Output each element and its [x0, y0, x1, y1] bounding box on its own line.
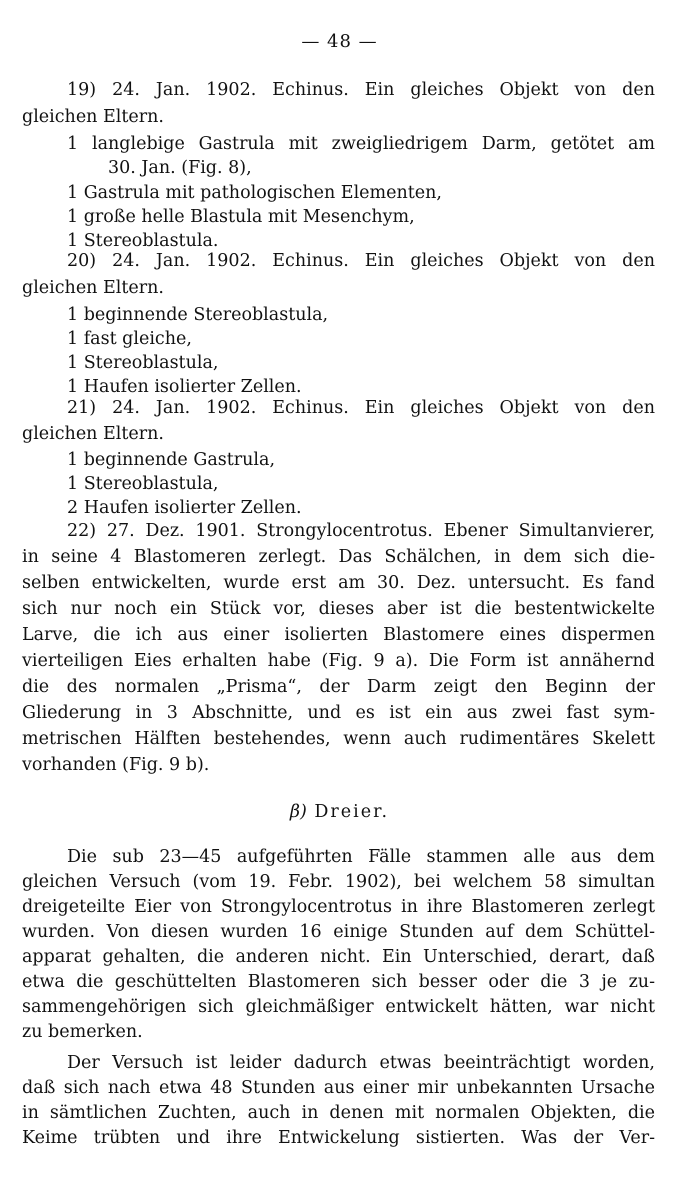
page-number: — 48 —	[301, 31, 378, 52]
text-line: Larve, die ich aus einer isolierten Blastomere eines dispermen	[22, 625, 655, 645]
text-line: wurden. Von diesen wurden 16 einige Stunden auf dem Schüttel-	[22, 922, 655, 942]
text-line: 1 große helle Blastula mit Mesenchym,	[67, 207, 415, 227]
text-line: vierteiligen Eies erhalten habe (Fig. 9 a). Die Form ist annähernd	[22, 651, 655, 671]
text-line: apparat gehalten, die anderen nicht. Ein Unterschied, derart, daß	[22, 947, 655, 967]
text-line: sammengehörigen sich gleichmäßiger entwickelt hätten, war nicht	[22, 997, 655, 1017]
section-heading	[0, 800, 679, 824]
text-line: 1 Gastrula mit pathologischen Elementen,	[67, 183, 442, 203]
text-line: 21) 24. Jan. 1902. Echinus. Ein gleiches Objekt von den	[67, 398, 655, 418]
text-line: 1 Haufen isolierter Zellen.	[67, 377, 302, 397]
text-line: 20) 24. Jan. 1902. Echinus. Ein gleiches Objekt von den	[67, 251, 655, 271]
section-heading-marker: β)	[289, 802, 307, 822]
text-line: Keime trübten und ihre Entwickelung sistierten. Was der Ver-	[22, 1128, 655, 1148]
text-line: gleichen Eltern.	[22, 107, 164, 127]
text-line: 22) 27. Dez. 1901. Strongylocentrotus. Ebener Simultanvierer,	[67, 521, 655, 541]
text-line: dreigeteilte Eier von Strongylocentrotus in ihre Blastomeren zerlegt	[22, 897, 655, 917]
text-line: sich nur noch ein Stück vor, dieses aber ist die bestentwickelte	[22, 599, 655, 619]
text-line: daß sich nach etwa 48 Stunden aus einer mir unbekannten Ursache	[22, 1078, 655, 1098]
text-line: 1 langlebige Gastrula mit zweigliedrigem Darm, getötet am	[67, 134, 655, 154]
text-line: die des normalen „Prisma“, der Darm zeigt den Beginn der	[22, 677, 655, 697]
text-line: metrischen Hälften bestehendes, wenn auch rudimentäres Skelett	[22, 729, 655, 749]
text-line: Die sub 23—45 aufgeführten Fälle stammen alle aus dem	[67, 847, 655, 867]
text-line: gleichen Versuch (vom 19. Febr. 1902), bei welchem 58 simultan	[22, 872, 655, 892]
text-line: in seine 4 Blastomeren zerlegt. Das Schälchen, in dem sich die-	[22, 547, 655, 567]
text-line: 1 beginnende Stereoblastula,	[67, 305, 329, 325]
text-line: 2 Haufen isolierter Zellen.	[67, 498, 302, 518]
text-line: 30. Jan. (Fig. 8),	[108, 158, 252, 178]
text-line: gleichen Eltern.	[22, 424, 164, 444]
text-line: etwa die geschüttelten Blastomeren sich besser oder die 3 je zu-	[22, 972, 655, 992]
text-line: gleichen Eltern.	[22, 278, 164, 298]
section-heading-title: Dreier.	[314, 802, 390, 822]
text-line: vorhanden (Fig. 9 b).	[22, 755, 210, 775]
text-line: 1 Stereoblastula.	[67, 231, 219, 251]
text-line: Gliederung in 3 Abschnitte, und es ist ein aus zwei fast sym-	[22, 703, 655, 723]
text-line: Der Versuch ist leider dadurch etwas beeinträchtigt worden,	[67, 1053, 655, 1073]
text-line: 1 fast gleiche,	[67, 329, 192, 349]
text-line: zu bemerken.	[22, 1022, 143, 1042]
text-line: selben entwickelten, wurde erst am 30. Dez. untersucht. Es fand	[22, 573, 655, 593]
text-line: 1 Stereoblastula,	[67, 353, 219, 373]
text-line: 1 beginnende Gastrula,	[67, 450, 276, 470]
text-line: 19) 24. Jan. 1902. Echinus. Ein gleiches Objekt von den	[67, 80, 655, 100]
text-line: 1 Stereoblastula,	[67, 474, 219, 494]
text-line: in sämtlichen Zuchten, auch in denen mit normalen Objekten, die	[22, 1103, 655, 1123]
